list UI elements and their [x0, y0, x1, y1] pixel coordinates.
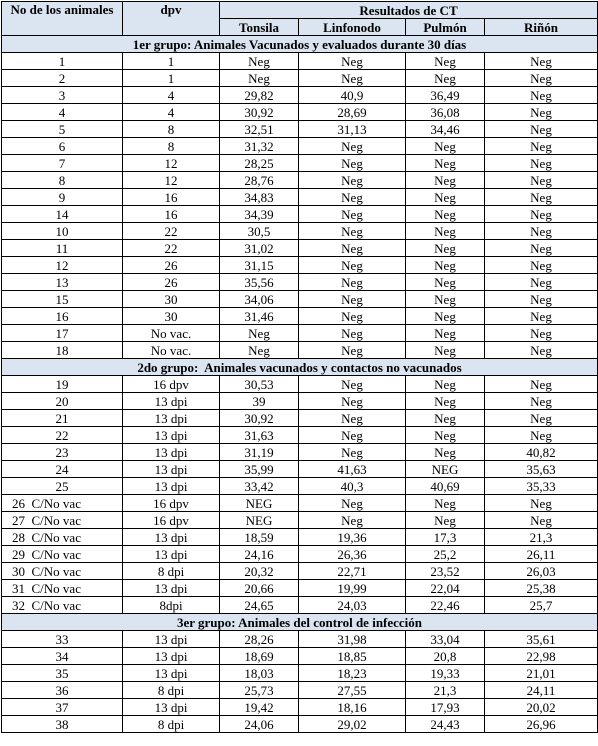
dpv-cell: 13 dpi	[123, 444, 220, 461]
rinon-cell: Neg	[485, 427, 598, 444]
pulmon-cell: Neg	[406, 172, 485, 189]
animal-id-cell: 6	[2, 138, 123, 155]
table-row	[2, 155, 598, 172]
group-header-row	[2, 614, 598, 631]
pulmon-cell: Neg	[406, 240, 485, 257]
animal-id-cell: 18	[2, 342, 123, 359]
tonsila-cell: 31,19	[220, 444, 299, 461]
linfonodo-cell: 19,99	[299, 580, 406, 597]
rinon-cell: Neg	[485, 308, 598, 325]
rinon-cell: 40,82	[485, 444, 598, 461]
rinon-cell: 25,38	[485, 580, 598, 597]
pulmon-cell: 33,04	[406, 631, 485, 648]
animal-id-cell: 2	[2, 70, 123, 87]
linfonodo-cell: 29,02	[299, 716, 406, 733]
tonsila-cell: 30,5	[220, 223, 299, 240]
rinon-cell: 35,61	[485, 631, 598, 648]
pulmon-cell: Neg	[406, 189, 485, 206]
dpv-cell: 22	[123, 240, 220, 257]
rinon-cell: 21,3	[485, 529, 598, 546]
dpv-cell: No vac.	[123, 325, 220, 342]
dpv-cell: 8dpi	[123, 597, 220, 614]
table-row	[2, 495, 598, 512]
pulmon-cell: Neg	[406, 444, 485, 461]
animal-id-cell: 17	[2, 325, 123, 342]
dpv-cell: 30	[123, 308, 220, 325]
tonsila-cell: 29,82	[220, 87, 299, 104]
tonsila-cell: 35,99	[220, 461, 299, 478]
linfonodo-cell: Neg	[299, 53, 406, 70]
linfonodo-cell: Neg	[299, 223, 406, 240]
tonsila-cell: NEG	[220, 512, 299, 529]
dpv-cell: 13 dpi	[123, 631, 220, 648]
rinon-cell: Neg	[485, 172, 598, 189]
animal-id-cell: 5	[2, 121, 123, 138]
dpv-cell: 13 dpi	[123, 461, 220, 478]
animal-id-cell: 38	[2, 716, 123, 733]
dpv-cell: 16 dpv	[123, 376, 220, 393]
rinon-cell: Neg	[485, 104, 598, 121]
rinon-cell: Neg	[485, 87, 598, 104]
table-row	[2, 291, 598, 308]
rinon-cell: Neg	[485, 53, 598, 70]
animal-id-cell: 19	[2, 376, 123, 393]
pulmon-cell: Neg	[406, 376, 485, 393]
table-row	[2, 682, 598, 699]
animal-id-cell: 23	[2, 444, 123, 461]
rinon-cell: 26,03	[485, 563, 598, 580]
table-row	[2, 699, 598, 716]
dpv-cell: No vac.	[123, 342, 220, 359]
tonsila-cell: 31,63	[220, 427, 299, 444]
pulmon-cell: 17,93	[406, 699, 485, 716]
animal-id-cell: 29 C/No vac	[2, 546, 123, 563]
dpv-cell: 4	[123, 87, 220, 104]
linfonodo-cell: 31,13	[299, 121, 406, 138]
dpv-cell: 13 dpi	[123, 410, 220, 427]
table-row	[2, 529, 598, 546]
dpv-cell: 16 dpv	[123, 495, 220, 512]
linfonodo-cell: 28,69	[299, 104, 406, 121]
animal-id-cell: 27 C/No vac	[2, 512, 123, 529]
dpv-cell: 8	[123, 121, 220, 138]
dpv-cell: 13 dpi	[123, 478, 220, 495]
pulmon-cell: Neg	[406, 291, 485, 308]
dpv-cell: 13 dpi	[123, 546, 220, 563]
pulmon-cell: Neg	[406, 342, 485, 359]
dpv-cell: 1	[123, 53, 220, 70]
rinon-cell: Neg	[485, 342, 598, 359]
dpv-cell: 8	[123, 138, 220, 155]
tonsila-cell: 35,56	[220, 274, 299, 291]
dpv-cell: 13 dpi	[123, 648, 220, 665]
animal-id-cell: 34	[2, 648, 123, 665]
linfonodo-cell: Neg	[299, 206, 406, 223]
linfonodo-cell: 41,63	[299, 461, 406, 478]
table-row	[2, 376, 598, 393]
rinon-cell: 26,96	[485, 716, 598, 733]
tonsila-cell: 34,39	[220, 206, 299, 223]
table-row	[2, 240, 598, 257]
rinon-cell: Neg	[485, 240, 598, 257]
header-pulmon: Pulmón	[406, 19, 485, 36]
linfonodo-cell: Neg	[299, 70, 406, 87]
tonsila-cell: 30,53	[220, 376, 299, 393]
tonsila-cell: 30,92	[220, 410, 299, 427]
dpv-cell: 30	[123, 291, 220, 308]
tonsila-cell: NEG	[220, 495, 299, 512]
dpv-cell: 8 dpi	[123, 716, 220, 733]
linfonodo-cell: Neg	[299, 240, 406, 257]
pulmon-cell: Neg	[406, 512, 485, 529]
tonsila-cell: 24,65	[220, 597, 299, 614]
header-animals: No de los animales	[2, 2, 123, 36]
rinon-cell: Neg	[485, 291, 598, 308]
table-row	[2, 461, 598, 478]
tonsila-cell: 31,15	[220, 257, 299, 274]
table-row	[2, 138, 598, 155]
tonsila-cell: Neg	[220, 342, 299, 359]
linfonodo-cell: 31,98	[299, 631, 406, 648]
pulmon-cell: 17,3	[406, 529, 485, 546]
linfonodo-cell: Neg	[299, 444, 406, 461]
tonsila-cell: 20,32	[220, 563, 299, 580]
tonsila-cell: 28,26	[220, 631, 299, 648]
table-row	[2, 308, 598, 325]
dpv-cell: 13 dpi	[123, 529, 220, 546]
animal-id-cell: 13	[2, 274, 123, 291]
animal-id-cell: 35	[2, 665, 123, 682]
ct-results-table	[1, 1, 598, 733]
dpv-cell: 12	[123, 155, 220, 172]
table-row	[2, 597, 598, 614]
rinon-cell: 25,7	[485, 597, 598, 614]
tonsila-cell: Neg	[220, 70, 299, 87]
linfonodo-cell: 24,03	[299, 597, 406, 614]
animal-id-cell: 4	[2, 104, 123, 121]
tonsila-cell: 31,02	[220, 240, 299, 257]
rinon-cell: Neg	[485, 257, 598, 274]
table-row	[2, 53, 598, 70]
tonsila-cell: 24,06	[220, 716, 299, 733]
table-row	[2, 342, 598, 359]
table-row	[2, 121, 598, 138]
animal-id-cell: 16	[2, 308, 123, 325]
table-row	[2, 104, 598, 121]
linfonodo-cell: 18,16	[299, 699, 406, 716]
group-title: 2do grupo: Animales vacunados y contactos no vacunados	[2, 359, 598, 376]
animal-id-cell: 28 C/No vac	[2, 529, 123, 546]
table-row	[2, 427, 598, 444]
rinon-cell: Neg	[485, 138, 598, 155]
animal-id-cell: 11	[2, 240, 123, 257]
dpv-cell: 16	[123, 189, 220, 206]
tonsila-cell: 25,73	[220, 682, 299, 699]
pulmon-cell: Neg	[406, 274, 485, 291]
linfonodo-cell: 19,36	[299, 529, 406, 546]
dpv-cell: 13 dpi	[123, 580, 220, 597]
rinon-cell: 26,11	[485, 546, 598, 563]
animal-id-cell: 30 C/No vac	[2, 563, 123, 580]
linfonodo-cell: 40,9	[299, 87, 406, 104]
animal-id-cell: 20	[2, 393, 123, 410]
tonsila-cell: 24,16	[220, 546, 299, 563]
pulmon-cell: Neg	[406, 257, 485, 274]
table-row	[2, 665, 598, 682]
dpv-cell: 12	[123, 172, 220, 189]
header-tonsila: Tonsila	[220, 19, 299, 36]
linfonodo-cell: Neg	[299, 138, 406, 155]
table-row	[2, 172, 598, 189]
pulmon-cell: 34,46	[406, 121, 485, 138]
dpv-cell: 13 dpi	[123, 665, 220, 682]
animal-id-cell: 8	[2, 172, 123, 189]
rinon-cell: Neg	[485, 410, 598, 427]
animal-id-cell: 21	[2, 410, 123, 427]
rinon-cell: Neg	[485, 393, 598, 410]
linfonodo-cell: Neg	[299, 427, 406, 444]
tonsila-cell: 19,42	[220, 699, 299, 716]
pulmon-cell: 36,08	[406, 104, 485, 121]
linfonodo-cell: Neg	[299, 308, 406, 325]
linfonodo-cell: 18,85	[299, 648, 406, 665]
linfonodo-cell: Neg	[299, 325, 406, 342]
linfonodo-cell: Neg	[299, 512, 406, 529]
table-body	[2, 36, 598, 733]
tonsila-cell: 18,03	[220, 665, 299, 682]
animal-id-cell: 25	[2, 478, 123, 495]
animal-id-cell: 33	[2, 631, 123, 648]
rinon-cell: Neg	[485, 70, 598, 87]
table-row	[2, 70, 598, 87]
header-dpv: dpv	[123, 2, 220, 36]
rinon-cell: 22,98	[485, 648, 598, 665]
rinon-cell: Neg	[485, 495, 598, 512]
animal-id-cell: 9	[2, 189, 123, 206]
table-row	[2, 631, 598, 648]
pulmon-cell: Neg	[406, 308, 485, 325]
linfonodo-cell: 26,36	[299, 546, 406, 563]
animal-id-cell: 15	[2, 291, 123, 308]
dpv-cell: 13 dpi	[123, 393, 220, 410]
rinon-cell: Neg	[485, 376, 598, 393]
table-row	[2, 410, 598, 427]
pulmon-cell: 22,46	[406, 597, 485, 614]
linfonodo-cell: Neg	[299, 410, 406, 427]
pulmon-cell: 20,8	[406, 648, 485, 665]
linfonodo-cell: Neg	[299, 291, 406, 308]
linfonodo-cell: Neg	[299, 274, 406, 291]
tonsila-cell: 31,32	[220, 138, 299, 155]
animal-id-cell: 36	[2, 682, 123, 699]
animal-id-cell: 31 C/No vac	[2, 580, 123, 597]
rinon-cell: Neg	[485, 189, 598, 206]
table-row	[2, 648, 598, 665]
linfonodo-cell: 22,71	[299, 563, 406, 580]
linfonodo-cell: Neg	[299, 257, 406, 274]
table-row	[2, 563, 598, 580]
tonsila-cell: 34,06	[220, 291, 299, 308]
tonsila-cell: 33,42	[220, 478, 299, 495]
pulmon-cell: 21,3	[406, 682, 485, 699]
table-row	[2, 87, 598, 104]
table-row	[2, 325, 598, 342]
pulmon-cell: Neg	[406, 427, 485, 444]
linfonodo-cell: Neg	[299, 495, 406, 512]
group-title: 1er grupo: Animales Vacunados y evaluados durante 30 días	[2, 36, 598, 53]
table-row	[2, 223, 598, 240]
pulmon-cell: Neg	[406, 138, 485, 155]
table-row	[2, 206, 598, 223]
linfonodo-cell: Neg	[299, 393, 406, 410]
pulmon-cell: Neg	[406, 410, 485, 427]
animal-id-cell: 37	[2, 699, 123, 716]
rinon-cell: Neg	[485, 325, 598, 342]
table-row	[2, 512, 598, 529]
group-header-row	[2, 359, 598, 376]
pulmon-cell: 22,04	[406, 580, 485, 597]
rinon-cell: Neg	[485, 223, 598, 240]
animal-id-cell: 7	[2, 155, 123, 172]
pulmon-cell: Neg	[406, 223, 485, 240]
pulmon-cell: Neg	[406, 206, 485, 223]
tonsila-cell: 31,46	[220, 308, 299, 325]
animal-id-cell: 22	[2, 427, 123, 444]
dpv-cell: 8 dpi	[123, 682, 220, 699]
pulmon-cell: Neg	[406, 70, 485, 87]
dpv-cell: 13 dpi	[123, 699, 220, 716]
tonsila-cell: 28,76	[220, 172, 299, 189]
table-row	[2, 546, 598, 563]
table-row	[2, 393, 598, 410]
tonsila-cell: Neg	[220, 325, 299, 342]
pulmon-cell: Neg	[406, 155, 485, 172]
linfonodo-cell: Neg	[299, 342, 406, 359]
animal-id-cell: 1	[2, 53, 123, 70]
dpv-cell: 8 dpi	[123, 563, 220, 580]
table-row	[2, 580, 598, 597]
tonsila-cell: 39	[220, 393, 299, 410]
pulmon-cell: Neg	[406, 325, 485, 342]
rinon-cell: Neg	[485, 274, 598, 291]
animal-id-cell: 3	[2, 87, 123, 104]
pulmon-cell: 25,2	[406, 546, 485, 563]
header-ct-results: Resultados de CT	[220, 2, 598, 19]
rinon-cell: Neg	[485, 155, 598, 172]
tonsila-cell: 30,92	[220, 104, 299, 121]
pulmon-cell: Neg	[406, 393, 485, 410]
table-row	[2, 716, 598, 733]
table-row	[2, 478, 598, 495]
tonsila-cell: 28,25	[220, 155, 299, 172]
linfonodo-cell: Neg	[299, 155, 406, 172]
pulmon-cell: Neg	[406, 53, 485, 70]
header-linfonodo: Linfonodo	[299, 19, 406, 36]
rinon-cell: Neg	[485, 512, 598, 529]
animal-id-cell: 14	[2, 206, 123, 223]
pulmon-cell: 40,69	[406, 478, 485, 495]
tonsila-cell: 34,83	[220, 189, 299, 206]
linfonodo-cell: 18,23	[299, 665, 406, 682]
linfonodo-cell: 27,55	[299, 682, 406, 699]
rinon-cell: Neg	[485, 206, 598, 223]
dpv-cell: 1	[123, 70, 220, 87]
tonsila-cell: 32,51	[220, 121, 299, 138]
table-row	[2, 444, 598, 461]
rinon-cell: Neg	[485, 121, 598, 138]
dpv-cell: 13 dpi	[123, 427, 220, 444]
animal-id-cell: 12	[2, 257, 123, 274]
linfonodo-cell: Neg	[299, 376, 406, 393]
dpv-cell: 4	[123, 104, 220, 121]
linfonodo-cell: 40,3	[299, 478, 406, 495]
pulmon-cell: Neg	[406, 495, 485, 512]
pulmon-cell: NEG	[406, 461, 485, 478]
table-row	[2, 257, 598, 274]
rinon-cell: 35,33	[485, 478, 598, 495]
tonsila-cell: 18,69	[220, 648, 299, 665]
dpv-cell: 16 dpv	[123, 512, 220, 529]
rinon-cell: 35,63	[485, 461, 598, 478]
group-title: 3er grupo: Animales del control de infección	[2, 614, 598, 631]
linfonodo-cell: Neg	[299, 189, 406, 206]
rinon-cell: 20,02	[485, 699, 598, 716]
linfonodo-cell: Neg	[299, 172, 406, 189]
tonsila-cell: 20,66	[220, 580, 299, 597]
pulmon-cell: 19,33	[406, 665, 485, 682]
pulmon-cell: 23,52	[406, 563, 485, 580]
pulmon-cell: 36,49	[406, 87, 485, 104]
group-header-row	[2, 36, 598, 53]
table-row	[2, 189, 598, 206]
animal-id-cell: 10	[2, 223, 123, 240]
dpv-cell: 16	[123, 206, 220, 223]
rinon-cell: 21,01	[485, 665, 598, 682]
animal-id-cell: 26 C/No vac	[2, 495, 123, 512]
dpv-cell: 26	[123, 274, 220, 291]
pulmon-cell: 24,43	[406, 716, 485, 733]
animal-id-cell: 32 C/No vac	[2, 597, 123, 614]
dpv-cell: 26	[123, 257, 220, 274]
table-row	[2, 274, 598, 291]
animal-id-cell: 24	[2, 461, 123, 478]
tonsila-cell: 18,59	[220, 529, 299, 546]
header-rinon: Riñón	[485, 19, 598, 36]
tonsila-cell: Neg	[220, 53, 299, 70]
dpv-cell: 22	[123, 223, 220, 240]
rinon-cell: 24,11	[485, 682, 598, 699]
